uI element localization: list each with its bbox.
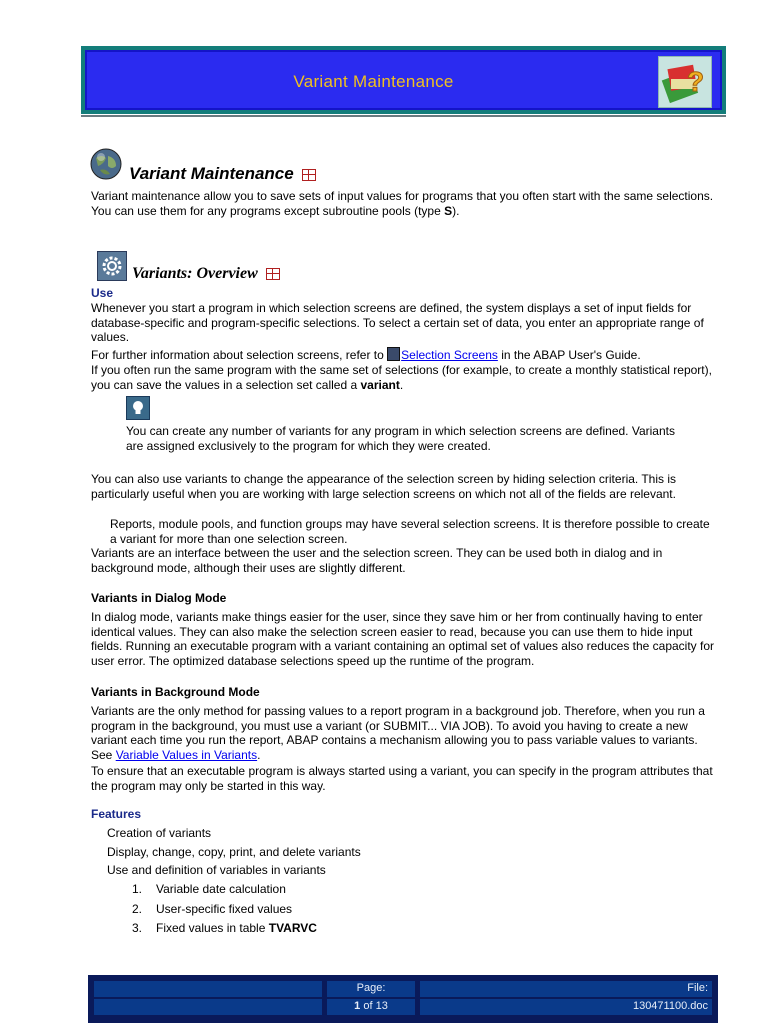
section1-para-end: ). [452, 203, 460, 218]
section2-p6: Variants are an interface between the user and the selection screen. They can be used both in dialog and in background mode, although their uses are slightly different. [91, 546, 663, 575]
page-number [327, 999, 415, 1015]
banner-title: Variant Maintenance [293, 72, 454, 91]
tip-paragraph: You can create any number of variants for any program in which selection screens are defined. Variants are assigned exclusively to the program for which they were created. [126, 424, 675, 453]
section2-p1: Whenever you start a program in which selection screens are defined, the system displays a set of input fields for database-specific and program-specific selections. To select a certain set of data, you enter an appropriate range of values. [91, 301, 704, 344]
footer-cell-empty [94, 981, 322, 997]
document-link-icon[interactable] [387, 347, 400, 361]
section2-title [132, 265, 280, 283]
section1-para-bold: S [444, 203, 453, 218]
background-mode-paragraph [91, 704, 721, 762]
selection-screens-link[interactable]: Selection Screens [401, 348, 498, 362]
background-para-pre: Variants are the only method for passing values to a report program in a background job. Therefore, when you run a program in the background, you must use a variant (or SUBMIT... VIA JOB). To avoid you having to create a new variant each time you run the report, ABAP contains a mechanism allowing you to pass variable values to variants. See [91, 704, 705, 762]
numbered-item-number: 1. [132, 882, 143, 896]
file-name: 130471100.doc [420, 999, 712, 1015]
section2-p2 [91, 347, 721, 363]
numbered-item-text: User-specific fixed values [156, 902, 293, 916]
section2-p2-pre: For further information about selection screens, refer to [91, 348, 388, 362]
variable-values-link[interactable]: Variable Values in Variants [115, 747, 258, 762]
page-current: 1 [354, 1000, 361, 1012]
section1-para-text: Variant maintenance allow you to save sets of input values for programs that you often start with the same selections. You can use them for any programs except subroutine pools (type [91, 189, 714, 218]
globe-icon [90, 148, 122, 180]
section2-p3-pre: If you often run the same program with the same set of selections (for example, to create a monthly statistical report), you can save the values in a selection set called a [91, 363, 712, 392]
numbered-item-number: 2. [132, 902, 143, 916]
section2-p3-end: . [399, 377, 404, 392]
dialog-mode-heading: Variants in Dialog Mode [91, 591, 227, 605]
expand-icon[interactable] [266, 268, 280, 280]
lightbulb-icon [126, 396, 150, 420]
feature-item: Use and definition of variables in variants [107, 863, 326, 877]
feature-item: Creation of variants [107, 826, 212, 840]
gear-icon [97, 251, 127, 281]
background-mode-heading: Variants in Background Mode [91, 685, 260, 699]
page-footer [88, 975, 718, 1023]
numbered-item [132, 902, 292, 916]
section2-title-text: Variants: Overview [132, 265, 258, 282]
numbered-item [132, 882, 286, 896]
section2-p4: You can also use variants to change the appearance of the selection screen by hiding selection criteria. This is particularly useful when you are working with large selection screens on which not all of the fields are relevant. [91, 472, 677, 501]
expand-icon[interactable] [302, 169, 316, 181]
numbered-item-text: Variable date calculation [156, 882, 286, 896]
section2-p2-post: in the ABAP User's Guide. [497, 348, 641, 362]
feature-item: Display, change, copy, print, and delete variants [107, 845, 361, 859]
section1-title-text: Variant Maintenance [129, 164, 294, 183]
use-label: Use [91, 286, 114, 300]
section1-paragraph [91, 189, 721, 218]
dialog-mode-paragraph: In dialog mode, variants make things easier for the user, since they save him or her from continually having to enter identical values. They can also make the selection screen easier to read, because you can use them to hide input fields. Running an executable program with a variant containing an optimal set of values also reduces the capacity for user error. The optimized database selections speed up the runtime of the program. [91, 610, 715, 668]
features-heading: Features [91, 807, 142, 821]
background-para-end: . [257, 747, 261, 762]
svg-text:?: ? [687, 66, 705, 97]
header-rule [81, 115, 726, 117]
footer-cell-empty [94, 999, 322, 1015]
numbered-item-bold: TVARVC [268, 921, 317, 935]
section2-p3 [91, 363, 721, 392]
background-mode-paragraph-2: To ensure that an executable program is always started using a variant, you can specify in the program attributes that the program may only be started in this way. [91, 764, 713, 793]
page-total: of 13 [360, 1000, 388, 1012]
section2-p5: Reports, module pools, and function groups may have several selection screens. It is therefore possible to create a variant for more than one selection screen. [110, 517, 710, 546]
page-label: Page: [327, 981, 415, 997]
file-label: File: [420, 981, 712, 997]
numbered-item [132, 921, 317, 935]
section1-title [129, 164, 316, 184]
header-banner-inner [85, 50, 722, 110]
section2-p3-bold: variant [360, 377, 400, 392]
header-banner [81, 46, 726, 114]
help-book-icon [658, 56, 712, 108]
numbered-item-number: 3. [132, 921, 143, 935]
numbered-item-text: Fixed values in table [156, 921, 269, 935]
